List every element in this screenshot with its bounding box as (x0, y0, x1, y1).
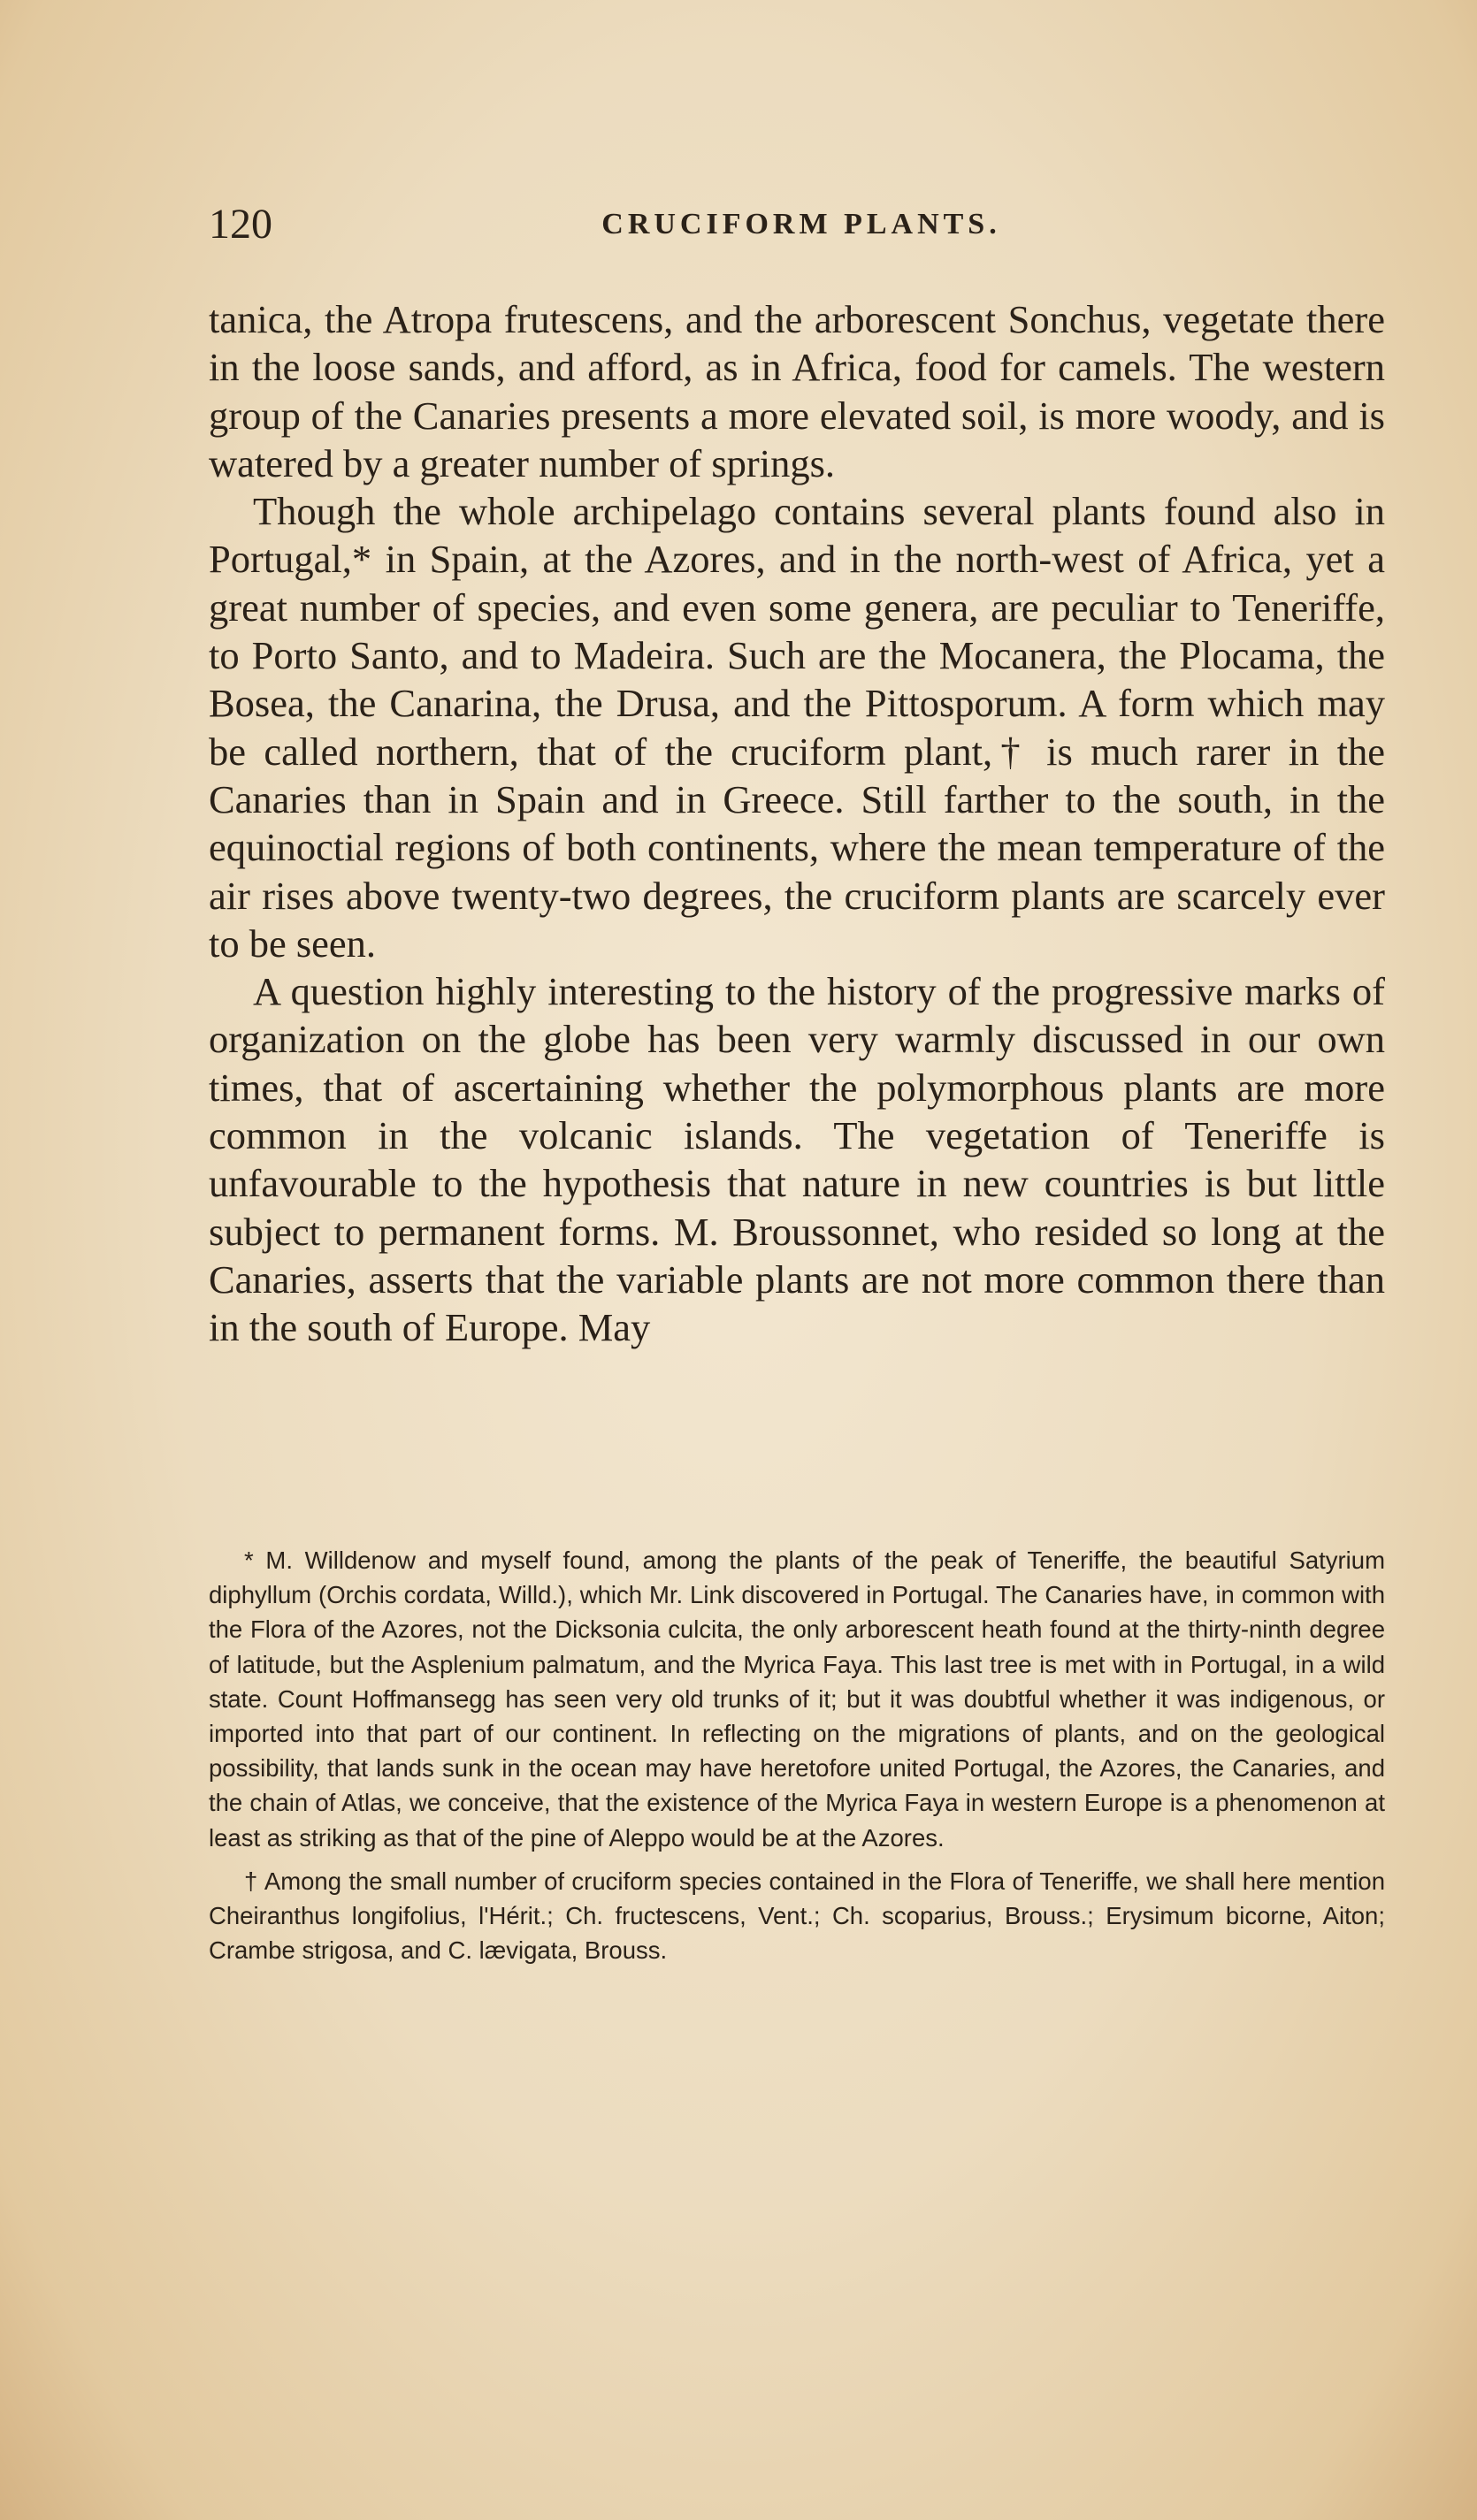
body-text (209, 295, 1385, 1352)
footnote-asterisk: * M. Willdenow and myself found, among the plants of the peak of Teneriffe, the beautiful Satyrium diphyllum (Orchis cordata, Willd.), which Mr. Link discovered in Portugal. The Canaries have, in common with the Flora of the Azores, not the Dicksonia culcita, the only arborescent heath found at the thirty-ninth degree of latitude, but the Asplenium palmatum, and the Myrica Faya. This last tree is met with in Portugal, in a wild state. Count Hoffmansegg has seen very old trunks of it; but it was doubtful whether it was indigenous, or imported into that part of our continent. In reflecting on the migrations of plants, and on the geological possibility, that lands sunk in the ocean may have heretofore united Portugal, the Azores, the Canaries, and the chain of Atlas, we conceive, that the existence of the Myrica Faya in western Europe is a phenomenon at least as striking as that of the pine of Aleppo would be at the Azores. (209, 1546, 1385, 1852)
paragraph: A question highly interesting to the history of the progressive marks of organization on the globe has been very warmly discussed in our own times, that of ascertaining whether the polymorphous plants are more common in the volcanic islands. The vegetation of Teneriffe is unfavourable to the hypothesis that nature in new countries is but little subject to permanent forms. M. Broussonnet, who resided so long at the Canaries, asserts that the variable plants are not more common there than in the south of Europe. May (209, 969, 1385, 1350)
footnote-dagger: † Among the small number of cruciform species contained in the Flora of Teneriffe, we shall here mention Cheiranthus longifolius, l'Hérit.; Ch. fructescens, Vent.; Ch. scoparius, Brouss.; Erysimum bicorne, Aiton; Crambe strigosa, and C. lævigata, Brouss. (209, 1867, 1385, 1965)
running-title: CRUCIFORM PLANTS. (601, 208, 1001, 241)
footnotes (209, 1543, 1385, 1976)
page-number: 120 (209, 201, 272, 248)
paragraph: tanica, the Atropa frutescens, and the arborescent Sonchus, vegetate there in the loose sands, and afford, as in Africa, food for camels. The western group of the Canaries presents a more elevated soil, is more woody, and is watered by a greater number of springs. (209, 297, 1385, 485)
paragraph: Though the whole archipelago contains several plants found also in Portugal,* in Spain, at the Azores, and in the north-west of Africa, yet a great number of species, and even some genera, are peculiar to Teneriffe, to Porto Santo, and to Madeira. Such are the Mocanera, the Plocama, the Bosea, the Canarina, the Drusa, and the Pittosporum. A form which may be called northern, that of the cruciform plant,† is much rarer in the Canaries than in Spain and in Greece. Still farther to the south, in the equinoctial regions of both continents, where the mean temperature of the air rises above twenty-two degrees, the cruciform plants are scarcely ever to be seen. (209, 489, 1385, 966)
page-header (209, 189, 1394, 260)
